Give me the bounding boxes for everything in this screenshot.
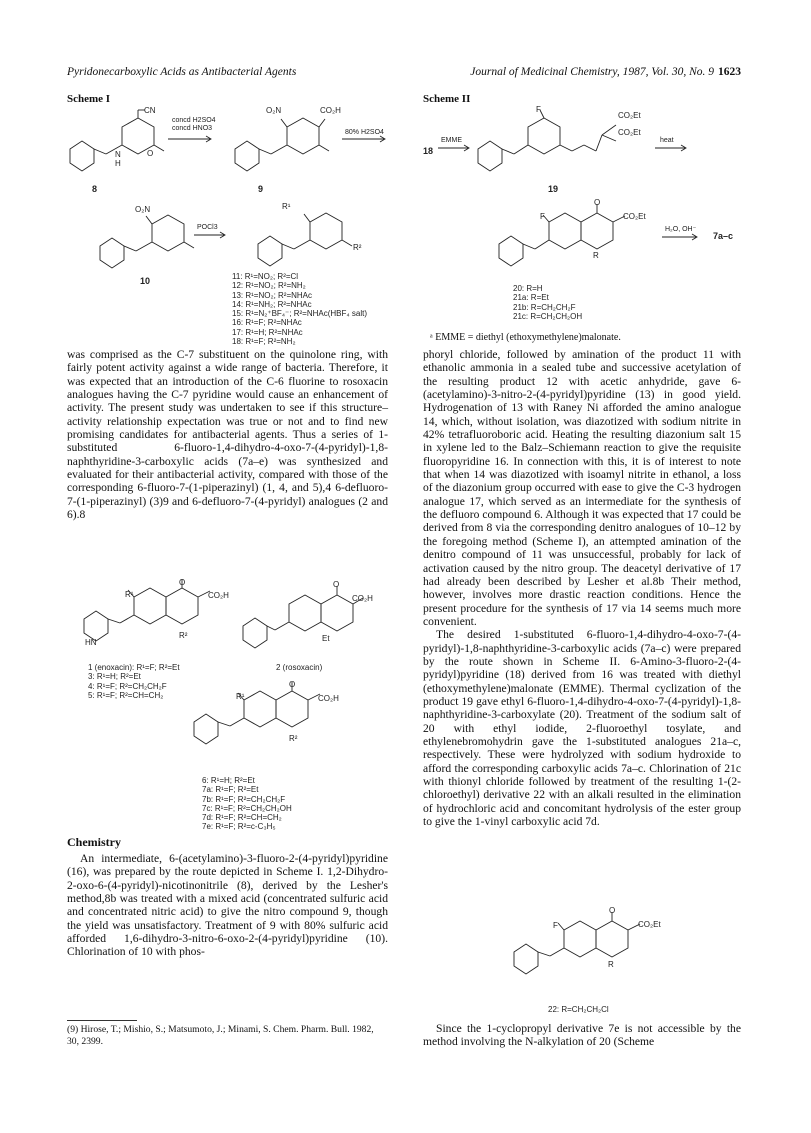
o2n-label-10: O₂N [135, 205, 151, 214]
compound-list-6-7: 6: R¹=H; R²=Et 7a: R¹=F; R²=Et 7b: R¹=F; R²=CH₂CH₂F 7c: R¹=F; R²=CH₂CH₂OH 7d: R¹=F; R²=CH=CH₂ 7e: R¹=F; R²=c-C₃H₅ [202, 776, 292, 832]
reaction-arrow-1 [168, 135, 216, 143]
oxo-label-20: O [594, 198, 601, 207]
oxo-label-22: O [609, 906, 616, 915]
f-label-22: F [553, 921, 558, 930]
oxo-label-2: O [333, 580, 340, 589]
co2h-label: CO₂H [320, 106, 341, 115]
nh-label: N H [115, 150, 121, 169]
step-heat: heat [660, 137, 674, 144]
scheme-2-title: Scheme II [423, 93, 471, 105]
r1-label-7: R¹ [236, 692, 245, 701]
compound-list-11-18: 11: R¹=NO₂; R²=Cl 12: R¹=NO₂; R²=NH₂ 13: R¹=NO₂; R²=NHAc 14: R¹=NH₂; R²=NHAc 15: R¹=N₂⁺BF₄⁻; R²=NHAc(HBF₄ salt) 16: R¹=F; R²=NHAc 17: R¹=H; R²=NHAc 18: R¹=F; R²=NH₂ [232, 272, 367, 347]
et-label-2: Et [322, 634, 330, 643]
step-emme: EMME [441, 137, 462, 144]
co2et-label-2: CO₂Et [618, 128, 641, 137]
structure-11-18 [248, 200, 358, 278]
paragraph-scheme-2: The desired 1-substituted 6-fluoro-1,4-dihydro-4-oxo-7-(4-pyridyl)-1,8-naphthyridine-3-carboxylic acids (7a–c) were prepared by the route shown in Scheme II. 6-Amino-3-fluoro-2-(4-pyridyl)pyridine (18) derived from 16 was treated with diethyl (ethoxymethylene)malonate (EMME). Thermal cyclization of the product 19 gave ethyl 6-fluoro-1,4-dihydro-4-oxo-7-(4-pyridyl)-1,8-naphthyridine-3-carboxylate (20). Treatment of the sodium salt of 20 with ethyl iodide, 2-fluoroethyl tosylate, and ethylenebromohydrin gave the 1-substituted analogues 21a–c, respectively. These were hydrolyzed with sodium hydroxide to afford the corresponding carboxylic acids 7a–c. Chlorination of 21c with thionyl chloride followed by treatment of the resulting 1-(2-chloroethyl) derivative 22 with an alkali resulted in the elimination of hydrochloric acid and concomitant hydrolysis of the ester group to give the 1-vinyl carboxylic acid 7d. [423, 628, 741, 829]
r1-label: R¹ [282, 202, 291, 211]
label-22: 22: R=CH₂CH₂Cl [548, 1005, 609, 1014]
left-column-top [67, 348, 388, 521]
co2et-label-20: CO₂Et [623, 212, 646, 221]
r1-label-1: R¹ [125, 590, 134, 599]
oxo-label-7: O [289, 680, 296, 689]
r-label-20: R [593, 251, 599, 260]
compound-list-1-5: 1 (enoxacin): R¹=F; R²=Et 3: R¹=H; R²=Et 4: R¹=F; R²=CH₂CH₂F 5: R¹=F; R²=CH=CH₂ [88, 663, 180, 700]
co2et-label-22: CO₂Et [638, 920, 661, 929]
reagent-mixed-acid: concd H2SO4 concd HNO3 [172, 117, 216, 132]
reaction-arrow-2 [342, 135, 390, 143]
reaction-arrow-3 [194, 231, 230, 239]
r2-label-1: R² [179, 631, 188, 640]
label-rosoxacin: 2 (rosoxacin) [276, 663, 323, 672]
co2h-label-7: CO₂H [318, 694, 339, 703]
scheme-2-footnote: ᵃ EMME = diethyl (ethoxymethylene)malonate. [430, 332, 621, 343]
o2n-label: O₂N [266, 106, 282, 115]
running-header-title: Pyridonecarboxylic Acids as Antibacterial Agents [67, 66, 297, 78]
structure-7-series [200, 678, 360, 768]
co2et-label-1: CO₂Et [618, 111, 641, 120]
scheme2-arrow-3 [662, 233, 702, 241]
co2h-label-2: CO₂H [352, 594, 373, 603]
compound-list-20-21: 20: R=H 21a: R=Et 21b: R=CH₂CH₂F 21c: R=CH₂CH₂OH [513, 284, 583, 321]
co2h-label-1: CO₂H [208, 591, 229, 600]
paragraph-synthesis-continued: phoryl chloride, followed by amination of the product 11 with ethanolic ammonia in a sealed tube and successive acetylation of the resulting product 12 with acetic anhydride, gave 6-(acetylamino)-3-nitro-2-(4-pyridyl)pyridine (13) in good yield. Hydrogenation of 13 with Raney Ni afforded the amino analogue 14, which, without isolation, was diazotized with sodium nitrite in 42% tetrafluoroboric acid. Heating the resulting diazonium salt 15 in xylene led to the Balz–Schiemann reaction to give the requisite fluoropyridine 16. In connection with this, it is of interest to note that when 14 was diazotized with isoamyl nitrite in ethanol, a loss of the diazonium group occurred with ease to give the C-3 hydrogen analogue 17, which served as an intermediate for the synthesis of the defluoro compound 6. Although it was expected that 17 could be derived from 8 via the corresponding denitro analogues of 10–12 by the foregoing method (Scheme I), an attempted amination of the denitro compound of 11 was unsuccessful, probably for lack of activation caused by the nitro group. The deacetyl derivative of 17 had already been described by Lesher et al.8b Their method, however, involves more drastic reaction conditions. Hence the present procedure for the synthesis of 17 via 14 seems much more convenient. [423, 348, 741, 628]
compound-19-label: 19 [548, 184, 559, 194]
r-label-22: R [608, 960, 614, 969]
journal-citation: Journal of Medicinal Chemistry, 1987, Vol. 30, No. 9 [470, 66, 714, 78]
structure-enoxacin-series [90, 575, 250, 665]
compound-8-label: 8 [92, 184, 98, 194]
step-hydrolysis: H₂O, OH⁻ [665, 226, 697, 233]
compound-10-label: 10 [140, 276, 151, 286]
compound-9-label: 9 [258, 184, 264, 194]
footnote-9: (9) Hirose, T.; Mishio, S.; Matsumoto, J.; Minami, S. Chem. Pharm. Bull. 1982, 30, 2399. [67, 1024, 374, 1047]
start-compound-18: 18 [423, 146, 434, 156]
paragraph-chemistry: An intermediate, 6-(acetylamino)-3-fluoro-2-(4-pyridyl)pyridine (16), was prepared by the route depicted in Scheme I. 1,2-Dihydro-2-oxo-6-(4-pyridyl)-nicotinonitrile (8), derived by the Lesher's method,8b was treated with a mixed acid (concentrated sulfuric acid and concentrated nitric acid) to give the nitro compound 9, though the yield was unsatisfactory. Treatment of 9 with 80% sulfuric acid afforded 1,6-dihydro-3-nitro-6-oxo-2-(4-pyridyl)pyridine (10). Chlorination of 10 with phos- [67, 852, 388, 959]
paragraph-cyclopropyl: Since the 1-cyclopropyl derivative 7e is not accessible by the method involving the N-alkylation of 20 (Scheme [423, 1022, 741, 1049]
scheme-1-title: Scheme I [67, 93, 111, 105]
scheme2-arrow-2 [655, 144, 691, 152]
product-7a-c: 7a–c [713, 231, 734, 241]
structure-9 [225, 105, 335, 183]
reagent-80-h2so4: 80% H2SO4 [345, 129, 384, 136]
running-header-journal [423, 66, 741, 78]
scheme2-arrow-1 [438, 144, 474, 152]
cn-label: CN [144, 106, 156, 115]
reagent-pocl3: POCl3 [197, 224, 218, 231]
chemistry-heading: Chemistry [67, 835, 121, 849]
f-label-19: F [536, 105, 541, 114]
footnote-rule [67, 1020, 137, 1021]
f-label-20: F [540, 212, 545, 221]
oxo-label-1: O [179, 578, 186, 587]
oxo-label: O [147, 149, 154, 158]
r2-label: R² [353, 243, 362, 252]
right-column-bottom [423, 1022, 741, 1049]
r2-label-7: R² [289, 734, 298, 743]
hn-label: HN [85, 638, 97, 647]
right-column-text [423, 348, 741, 828]
structure-8 [60, 105, 170, 183]
paragraph-intro: was comprised as the C-7 substituent on the quinolone ring, with fairly potent activity against a wide range of bacteria. Therefore, it was expected that an introduction of the C-6 fluorine to rosoxacin analogues having the C-7 pyridine would cause an enhancement of activity. The present study was undertaken to see if this structure–activity relationship expectation was true or not and to find new promising candidates for antibacterial agents. Thus a series of 1-substituted 6-fluoro-1,4-dihydro-4-oxo-7-(4-pyridyl)-1,8-naphthyridine-3-carboxylic acids (7a–e) was synthesized and evaluated for their antibacterial activity, compared with those of the corresponding 6-fluoro-7-(1-piperazinyl) (1, 4, and 5),4 6-defluoro-7-(1-piperazinyl) (3)9 and 6-defluoro-7-(4-pyridyl) analogues (2 and 6).8 [67, 348, 388, 522]
left-column-chemistry [67, 852, 388, 959]
page-number: 1623 [718, 66, 741, 78]
